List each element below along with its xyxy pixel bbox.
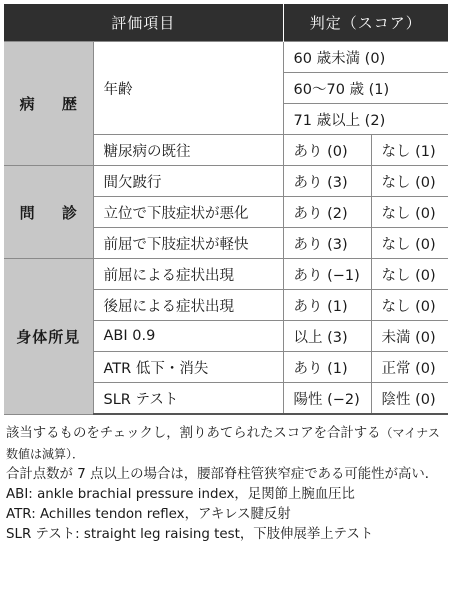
item-age: 年齢 [93, 42, 283, 135]
item-label: ABI 0.9 [93, 321, 283, 352]
note-instruction [6, 423, 448, 465]
table-row [4, 166, 448, 197]
category-history: 病 歴 [4, 42, 93, 166]
age-option-3: 71 歳以上 (2) [283, 104, 448, 135]
document-page [4, 4, 448, 545]
age-option-2: 60〜70 歳 (1) [283, 73, 448, 104]
table-row [4, 259, 448, 290]
score-yes: あり (2) [283, 197, 371, 228]
lss-score-table [4, 4, 448, 415]
score-yes: 陽性 (−2) [283, 383, 371, 415]
score-yes: 以上 (3) [283, 321, 371, 352]
score-no: なし (0) [371, 166, 448, 197]
item-label: 後屈による症状出現 [93, 290, 283, 321]
item-diabetes: 糖尿病の既往 [93, 135, 283, 166]
note-abi: ABI: ankle brachial pressure index，足関節上腕血圧比 [6, 487, 355, 502]
age-option-1: 60 歳未満 (0) [283, 42, 448, 73]
item-label: ATR 低下・消失 [93, 352, 283, 383]
score-yes: あり (0) [283, 135, 371, 166]
score-yes: あり (3) [283, 228, 371, 259]
score-yes: あり (1) [283, 290, 371, 321]
note-atr: ATR: Achilles tendon reflex，アキレス腱反射 [6, 507, 291, 522]
score-no: 正常 (0) [371, 352, 448, 383]
score-yes: あり (1) [283, 352, 371, 383]
note-instruction-main: 該当するものをチェックし，割りあてられたスコアを合計する [6, 426, 381, 441]
table-header-row [4, 4, 448, 42]
score-no: なし (0) [371, 228, 448, 259]
note-threshold: 合計点数が 7 点以上の場合は，腰部脊柱管狭窄症である可能性が高い． [6, 467, 439, 482]
table-row [4, 42, 448, 73]
score-no: 未満 (0) [371, 321, 448, 352]
header-score: 判定（スコア） [283, 4, 448, 42]
item-label: 立位で下肢症状が悪化 [93, 197, 283, 228]
score-no: 陰性 (0) [371, 383, 448, 415]
category-exam: 身体所見 [4, 259, 93, 415]
score-no: なし (1) [371, 135, 448, 166]
item-label: 間欠跛行 [93, 166, 283, 197]
item-label: 前屈による症状出現 [93, 259, 283, 290]
category-interview: 問 診 [4, 166, 93, 259]
item-label: SLR テスト [93, 383, 283, 415]
table-notes [4, 423, 448, 545]
score-no: なし (0) [371, 259, 448, 290]
score-no: なし (0) [371, 197, 448, 228]
score-no: なし (0) [371, 290, 448, 321]
item-label: 前屈で下肢症状が軽快 [93, 228, 283, 259]
header-item: 評価項目 [4, 4, 283, 42]
score-yes: あり (3) [283, 166, 371, 197]
score-yes: あり (−1) [283, 259, 371, 290]
note-slr: SLR テスト: straight leg raising test，下肢伸展挙上テスト [6, 527, 374, 542]
note-instruction-paren: （マイナス数値は減算）． [6, 426, 440, 461]
